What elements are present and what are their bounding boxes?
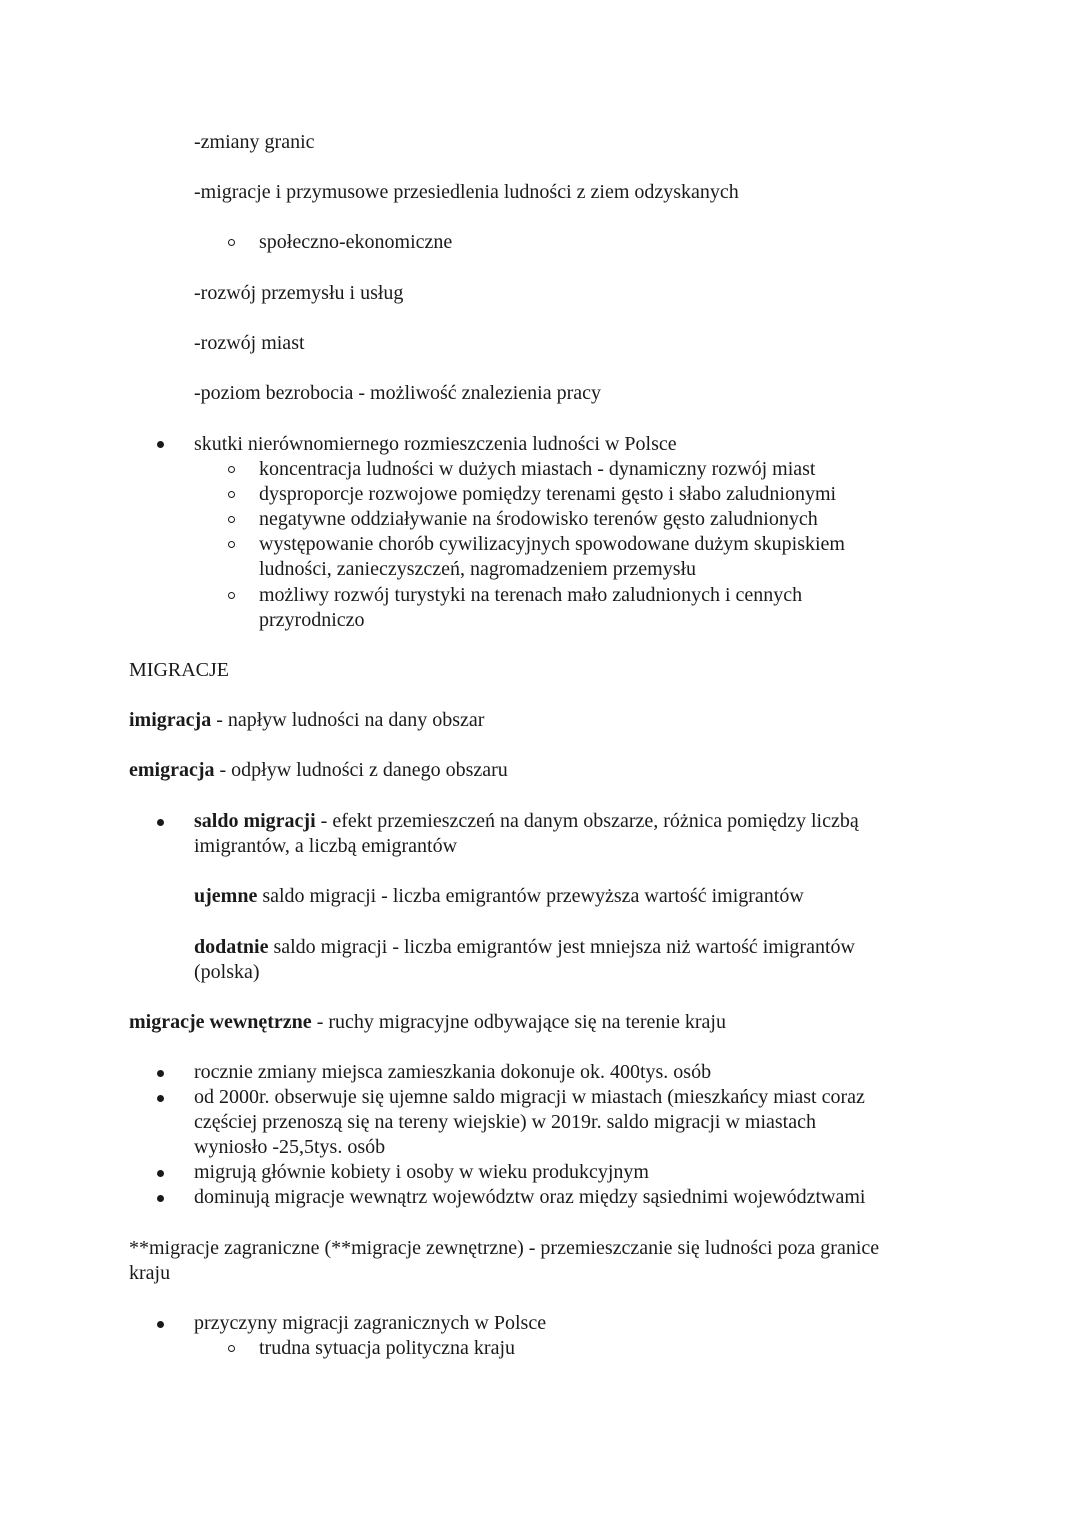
list-item-continuation: ludności, zanieczyszczeń, nagromadzeniem przemysłu bbox=[259, 558, 697, 580]
list-item: trudna sytuacja polityczna kraju bbox=[259, 1337, 516, 1359]
term: saldo migracji bbox=[194, 810, 316, 832]
list-item-continuation: przyrodniczo bbox=[259, 609, 365, 631]
list-item: od 2000r. obserwuje się ujemne saldo migracji w miastach (mieszkańcy miast coraz bbox=[194, 1086, 865, 1108]
bullet-icon bbox=[157, 1070, 164, 1077]
definition: - napływ ludności na dany obszar bbox=[211, 709, 485, 731]
definition: - odpływ ludności z danego obszaru bbox=[214, 759, 508, 781]
bullet-icon bbox=[157, 1195, 164, 1202]
definition-wewnetrzne bbox=[129, 1010, 726, 1035]
term: imigracja bbox=[129, 709, 212, 731]
definition-ujemne bbox=[194, 884, 804, 909]
definition: saldo migracji - liczba emigrantów jest mniejsza niż wartość imigrantów bbox=[268, 936, 855, 958]
term: emigracja bbox=[129, 759, 215, 781]
list-item: dysproporcje rozwojowe pomiędzy terenami gęsto i słabo zaludnionymi bbox=[259, 483, 837, 505]
term: dodatnie bbox=[194, 936, 269, 958]
definition-zagraniczne: **migracje zagraniczne (**migracje zewnętrzne) - przemieszczanie się ludności poza granice bbox=[129, 1237, 880, 1259]
circle-bullet-icon bbox=[228, 466, 235, 473]
list-heading: skutki nierównomiernego rozmieszczenia ludności w Polsce bbox=[194, 433, 677, 455]
bullet-icon bbox=[157, 819, 164, 826]
definition-emigracja bbox=[129, 758, 508, 783]
list-item-continuation: wyniosło -25,5tys. osób bbox=[194, 1136, 386, 1158]
cause-line: -zmiany granic bbox=[194, 131, 315, 153]
circle-bullet-icon bbox=[228, 516, 235, 523]
list-item: występowanie chorób cywilizacyjnych spowodowane dużym skupiskiem bbox=[259, 533, 845, 555]
list-heading: przyczyny migracji zagranicznych w Polsce bbox=[194, 1312, 547, 1334]
definition: - ruchy migracyjne odbywające się na terenie kraju bbox=[311, 1011, 726, 1033]
definition-continuation: kraju bbox=[129, 1262, 171, 1284]
circle-bullet-icon bbox=[228, 239, 235, 246]
cause-line: -rozwój przemysłu i usług bbox=[194, 282, 404, 304]
definition: - efekt przemieszczeń na danym obszarze, różnica pomiędzy liczbą bbox=[315, 810, 859, 832]
definition-imigracja bbox=[129, 708, 484, 733]
list-item: negatywne oddziaływanie na środowisko terenów gęsto zaludnionych bbox=[259, 508, 818, 530]
subcategory-line: społeczno-ekonomiczne bbox=[259, 231, 453, 253]
cause-line: -poziom bezrobocia - możliwość znalezienia pracy bbox=[194, 382, 602, 404]
bullet-icon bbox=[157, 1321, 164, 1328]
list-item-continuation: częściej przenoszą się na tereny wiejskie) w 2019r. saldo migracji w miastach bbox=[194, 1111, 816, 1133]
term: ujemne bbox=[194, 885, 258, 907]
bullet-icon bbox=[157, 441, 164, 448]
bullet-icon bbox=[157, 1095, 164, 1102]
list-item: koncentracja ludności w dużych miastach - dynamiczny rozwój miast bbox=[259, 458, 816, 480]
cause-line: -rozwój miast bbox=[194, 332, 305, 354]
section-title: MIGRACJE bbox=[129, 659, 230, 681]
list-item: migrują głównie kobiety i osoby w wieku produkcyjnym bbox=[194, 1161, 649, 1183]
list-item: możliwy rozwój turystyki na terenach mało zaludnionych i cennych bbox=[259, 584, 803, 606]
circle-bullet-icon bbox=[228, 491, 235, 498]
cause-line: -migracje i przymusowe przesiedlenia ludności z ziem odzyskanych bbox=[194, 181, 739, 203]
definition-dodatnie bbox=[194, 935, 855, 960]
list-item: dominują migracje wewnątrz województw oraz między sąsiednimi województwami bbox=[194, 1186, 866, 1208]
definition-continuation: imigrantów, a liczbą emigrantów bbox=[194, 835, 458, 857]
circle-bullet-icon bbox=[228, 592, 235, 599]
list-item: rocznie zmiany miejsca zamieszkania dokonuje ok. 400tys. osób bbox=[194, 1061, 712, 1083]
bullet-icon bbox=[157, 1170, 164, 1177]
circle-bullet-icon bbox=[228, 1345, 235, 1352]
definition-saldo bbox=[194, 809, 859, 834]
definition-continuation: (polska) bbox=[194, 961, 260, 983]
circle-bullet-icon bbox=[228, 541, 235, 548]
definition: saldo migracji - liczba emigrantów przewyższa wartość imigrantów bbox=[257, 885, 804, 907]
term: migracje wewnętrzne bbox=[129, 1011, 312, 1033]
